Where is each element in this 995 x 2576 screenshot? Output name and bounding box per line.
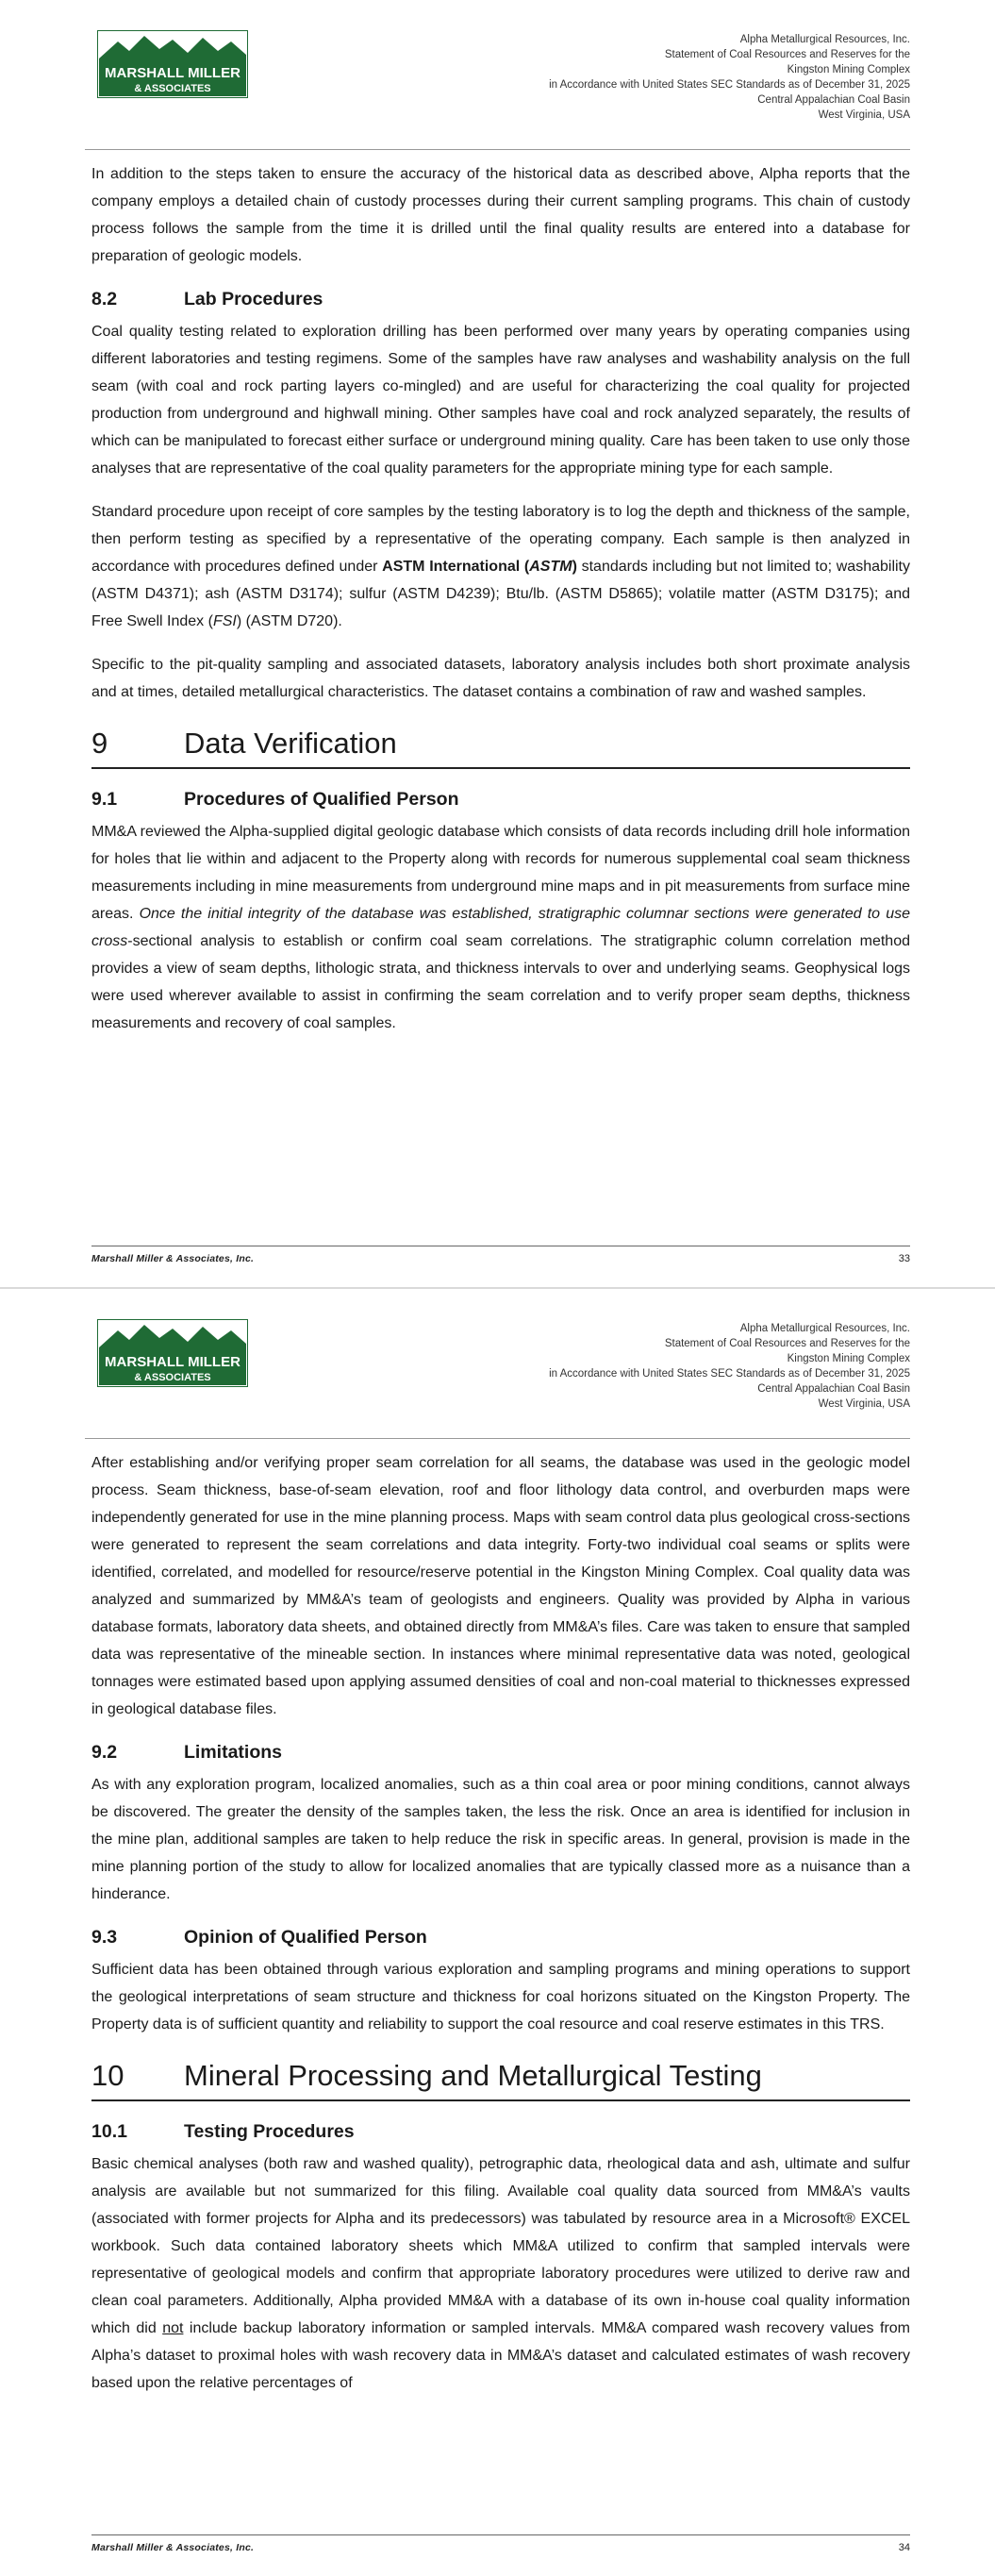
document-header (549, 1321, 910, 1412)
section-heading-9-3: 9.3 Opinion of Qualified Person (91, 1927, 427, 1948)
page-number: 33 (898, 1253, 910, 1264)
header-divider (85, 149, 910, 150)
paragraph: After establishing and/or verifying proper seam correlation for all seams, the database was used in the geologic model process. Seam thickness, base-of-seam elevation, roof and floor lithology data control, and overburden maps were independently generated for use in the mine planning process. Maps with seam control data plus geological cross-sections were generated to represent the seam correlations and data integrity. Forty-two individual coal seams or splits were identified, correlated, and modelled for resource/reserve potential in the Kingston Mining Complex. Coal quality data was analyzed and summarized by MM&A’s team of geologists and engineers. Quality was provided by Alpha in various database formats, laboratory data sheets, and obtained directly from MM&A’s files. Care was taken to ensure that sampled data was representative of the mineable section. In instances where minimal representative data was noted, geological tonnages were estimated based upon applying assumed densities of coal and non-coal material to thicknesses expressed in geological database files. (91, 1455, 910, 1717)
svg-text:MARSHALL MILLER: MARSHALL MILLER (105, 65, 240, 81)
marshall-miller-logo-icon (97, 30, 248, 98)
header-line: West Virginia, USA (818, 109, 910, 121)
header-line: West Virginia, USA (818, 1398, 910, 1410)
footer-company: Marshall Miller & Associates, Inc. (91, 2542, 255, 2553)
section-heading-9-1: 9.1 Procedures of Qualified Person (91, 789, 459, 810)
header-line: Statement of Coal Resources and Reserves for the (664, 1338, 910, 1349)
header-line: Alpha Metallurgical Resources, Inc. (739, 34, 910, 45)
header-line: Central Appalachian Coal Basin (757, 1383, 910, 1395)
header-line: Kingston Mining Complex (787, 64, 910, 75)
footer-divider (91, 2534, 910, 2535)
marshall-miller-logo-icon (97, 1319, 248, 1387)
page-body (91, 1449, 910, 2413)
page-number: 34 (898, 2542, 910, 2553)
paragraph: Basic chemical analyses (both raw and washed quality), petrographic data, rheological data and ash, ultimate and sulfur analysis are available but not summarized for this filing. Available coal quality data sourced from MM&A’s vaults (associated with former projects for Alpha and its predecessors) was tabulated by resource area in a Microsoft® EXCEL workbook. Such data contained laboratory sheets which MM&A utilized to confirm that sampled intervals were representative of geological models and confirm that appropriate laboratory procedures were utilized to derive raw and clean coal parameters. Additionally, Alpha provided MM&A with a database of its own in-house coal quality information which did not include backup laboratory information or sampled intervals. MM&A compared wash recovery values from Alpha’s dataset to proximal holes with wash recovery data in MM&A’s dataset and calculated estimates of wash recovery based upon the relative percentages of (91, 2156, 910, 2391)
paragraph: Specific to the pit-quality sampling and associated datasets, laboratory analysis includes both short proximate analysis and at times, detailed metallurgical characteristics. The dataset contains a combination of raw and washed samples. (91, 657, 910, 700)
section-heading-8-2: 8.2 Lab Procedures (91, 289, 323, 309)
section-heading-10-1: 10.1 Testing Procedures (91, 2121, 355, 2142)
page-34 (0, 1289, 995, 2576)
paragraph: Coal quality testing related to exploration drilling has been performed over many years by operating companies using different laboratories and testing regimens. Some of the samples have raw analyses and washability analysis on the full seam (with coal and rock parting layers co-mingled) and are useful for characterizing the coal quality for projected production from underground and highwall mining. Other samples have coal and rock analyzed separately, the results of which can be manipulated to forecast either surface or underground mining quality. Care has been taken to use only those analyses that are representative of the coal quality parameters for the appropriate mining type for each sample. (91, 324, 910, 477)
header-line: Alpha Metallurgical Resources, Inc. (739, 1323, 910, 1334)
paragraph: As with any exploration program, localized anomalies, such as a thin coal area or poor mining conditions, cannot always be discovered. The greater the density of the samples taken, the less the risk. Once an area is identified for inclusion in the mine plan, additional samples are taken to help reduce the risk in specific areas. In general, provision is made in the mine planning portion of the study to allow for localized anomalies that are typically classed more as a nuisance than a hinderance. (91, 1777, 910, 1902)
page-33 (0, 0, 995, 1287)
footer-company: Marshall Miller & Associates, Inc. (91, 1253, 255, 1264)
header-divider (85, 1438, 910, 1439)
svg-text:& ASSOCIATES: & ASSOCIATES (134, 83, 211, 94)
paragraph: Standard procedure upon receipt of core samples by the testing laboratory is to log the depth and thickness of the sample, then perform testing as specified by a representative of the operating company. Each sample is then analyzed in accordance with procedures defined under ASTM International (ASTM) standards including but not limited to; washability (ASTM D4371); ash (ASTM D3174); sulfur (ASTM D4239); Btu/lb. (ASTM D5865); volatile matter (ASTM D3175); and Free Swell Index (FSI) (ASTM D720). (91, 504, 910, 629)
section-heading-9-2: 9.2 Limitations (91, 1742, 283, 1763)
paragraph: Sufficient data has been obtained through various exploration and sampling programs and mining operations to support the geological interpretations of seam structure and thickness for coal horizons situated on the Kingston Property. The Property data is of sufficient quantity and reliability to support the coal resource and coal reserve estimates in this TRS. (91, 1962, 910, 2032)
chapter-heading-9: 9 Data Verification (91, 722, 910, 769)
header-line: Kingston Mining Complex (787, 1353, 910, 1364)
paragraph: In addition to the steps taken to ensure the accuracy of the historical data as described above, Alpha reports that the company employs a detailed chain of custody processes during their current sampling programs. This chain of custody process follows the sample from the time it is drilled until the final quality results are entered into a database for preparation of geologic models. (91, 166, 910, 264)
header-line: in Accordance with United States SEC Standards as of December 31, 2025 (549, 79, 910, 91)
header-line: in Accordance with United States SEC Standards as of December 31, 2025 (549, 1368, 910, 1380)
page-body (91, 160, 910, 1053)
document-header (549, 32, 910, 123)
svg-text:& ASSOCIATES: & ASSOCIATES (134, 1372, 211, 1383)
chapter-heading-10: 10 Mineral Processing and Metallurgical Testing (91, 2054, 910, 2101)
svg-text:MARSHALL MILLER: MARSHALL MILLER (105, 1354, 240, 1370)
paragraph: MM&A reviewed the Alpha-supplied digital geologic database which consists of data records including drill hole information for holes that lie within and adjacent to the Property along with records for numerous supplemental coal seam thickness measurements including in mine measurements from underground mine maps and in pit measurements from surface mine areas. Once the initial integrity of the database was established, stratigraphic columnar sections were generated to use cross-sectional analysis to establish or confirm coal seam correlations. The stratigraphic column correlation method provides a view of seam depths, lithologic strata, and thickness intervals to over and underlying seams. Geophysical logs were used wherever available to assist in confirming the seam correlation and to verify proper seam depths, thickness measurements and recovery of coal samples. (91, 824, 910, 1031)
header-line: Central Appalachian Coal Basin (757, 94, 910, 106)
header-line: Statement of Coal Resources and Reserves for the (664, 49, 910, 60)
